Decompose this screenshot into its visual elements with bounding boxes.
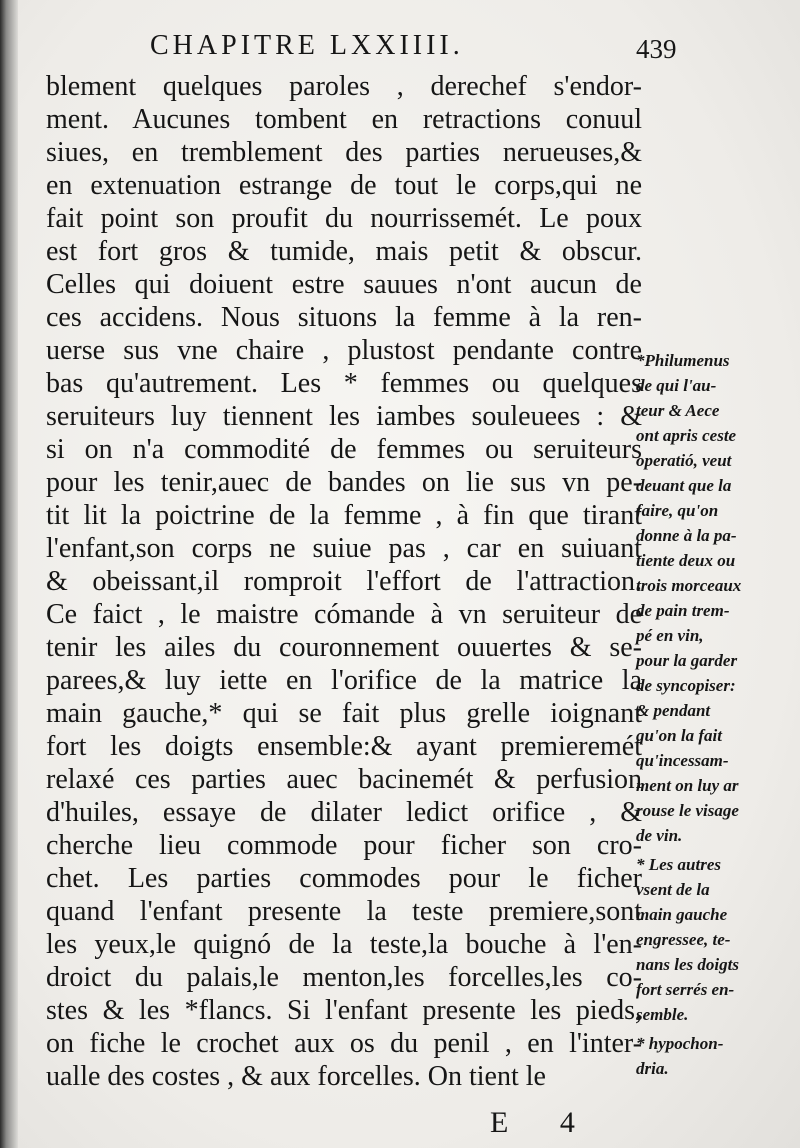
text-line: l'enfant,son corps ne suiue pas , car en suiuant	[46, 533, 642, 564]
note-line: pé en vin,	[636, 626, 704, 645]
text-line: quand l'enfant presente la teste premiere,sont	[46, 896, 642, 927]
text-line: & obeissant,il romproit l'effort de l'attraction.	[46, 566, 642, 597]
text-line: siues, en tremblement des parties nerueuses,&	[46, 137, 642, 168]
margin-note-hypochondria	[636, 1031, 796, 1081]
text-line: ment. Aucunes tombent en retractions conuul	[46, 104, 642, 135]
note-line: vsent de la	[636, 880, 710, 899]
note-line: teur & Aece	[636, 401, 720, 420]
text-line: on fiche le crochet aux os du penil , en l'inter-	[46, 1028, 642, 1059]
text-line: bas qu'autrement. Les * femmes ou quelques	[46, 368, 642, 399]
page-number: 439	[636, 34, 677, 64]
text-line: en extenuation estrange de tout le corps,qui ne	[46, 170, 642, 201]
note-line: rouse le visage	[636, 801, 739, 820]
main-text-block	[46, 70, 642, 1093]
note-line: * Les autres	[636, 855, 721, 874]
text-line: fait point son proufit du nourrissemét. Le poux	[46, 203, 642, 234]
margin-notes	[636, 348, 796, 1081]
note-line: * hypochon-	[636, 1034, 724, 1053]
note-line: de vin.	[636, 826, 683, 845]
note-line: operatió, veut	[636, 451, 732, 470]
text-line: les yeux,le quignó de la teste,la bouche à l'en-	[46, 929, 642, 960]
note-line: qu'incessam-	[636, 751, 729, 770]
text-line: Celles qui doiuent estre sauues n'ont aucun de	[46, 269, 642, 300]
text-line: fort les doigts ensemble:& ayant premieremét	[46, 731, 642, 762]
note-line: tiente deux ou	[636, 551, 736, 570]
running-head: CHAPITRE LXXIIII.	[150, 30, 464, 61]
text-line: stes & les *flancs. Si l'enfant presente les pieds,	[46, 995, 642, 1026]
note-line: donne à la pa-	[636, 526, 737, 545]
margin-note-left-hand	[636, 852, 796, 1027]
note-line: trois morceaux	[636, 576, 742, 595]
note-line: ment on luy ar	[636, 776, 739, 795]
text-line: main gauche,* qui se fait plus grelle ioignant	[46, 698, 642, 729]
note-line: semble.	[636, 1005, 689, 1024]
note-line: & pendant	[636, 701, 711, 720]
note-line: nans les doigts	[636, 955, 739, 974]
text-line: Ce faict , le maistre cómande à vn seruiteur de	[46, 599, 642, 630]
text-line: si on n'a commodité de femmes ou seruiteurs	[46, 434, 642, 465]
note-line: *Philumenus	[636, 351, 730, 370]
note-line: qu'on la fait	[636, 726, 722, 745]
note-line: ont apris ceste	[636, 426, 737, 445]
note-line: dria.	[636, 1059, 669, 1078]
text-line: parees,& luy iette en l'orifice de la matrice la	[46, 665, 642, 696]
text-line: ces accidens. Nous situons la femme à la ren-	[46, 302, 642, 333]
text-line: chet. Les parties commodes pour le ficher	[46, 863, 642, 894]
note-line: deuant que la	[636, 476, 732, 495]
text-line: droict du palais,le menton,les forcelles,les co-	[46, 962, 642, 993]
note-line: faire, qu'on	[636, 501, 719, 520]
note-line: de qui l'au-	[636, 376, 717, 395]
text-line: blement quelques paroles , derechef s'endor-	[46, 71, 642, 102]
text-line: seruiteurs luy tiennent les iambes souleuees : &	[46, 401, 642, 432]
signature-mark: E 4	[490, 1106, 597, 1139]
text-line: ualle des costes , & aux forcelles. On tient le	[46, 1061, 546, 1092]
text-line: tenir les ailes du couronnement ouuertes & se-	[46, 632, 642, 663]
text-line: d'huiles, essaye de dilater ledict orifice , &	[46, 797, 642, 828]
text-line: pour les tenir,auec de bandes on lie sus vn pe-	[46, 467, 642, 498]
note-line: de syncopiser:	[636, 676, 736, 695]
note-line: engressee, te-	[636, 930, 731, 949]
text-line: uerse sus vne chaire , plustost pendante contre	[46, 335, 642, 366]
text-line: tit lit la poictrine de la femme , à fin que tirant	[46, 500, 642, 531]
note-line: de pain trem-	[636, 601, 730, 620]
note-line: fort serrés en-	[636, 980, 735, 999]
margin-note-philumenus	[636, 348, 796, 848]
text-line: est fort gros & tumide, mais petit & obscur.	[46, 236, 642, 267]
text-line: relaxé ces parties auec bacinemét & perfusion	[46, 764, 642, 795]
page-gutter-shadow	[0, 0, 18, 1148]
text-line: cherche lieu commode pour ficher son cro-	[46, 830, 642, 861]
note-line: pour la garder	[636, 651, 738, 670]
note-line: main gauche	[636, 905, 728, 924]
